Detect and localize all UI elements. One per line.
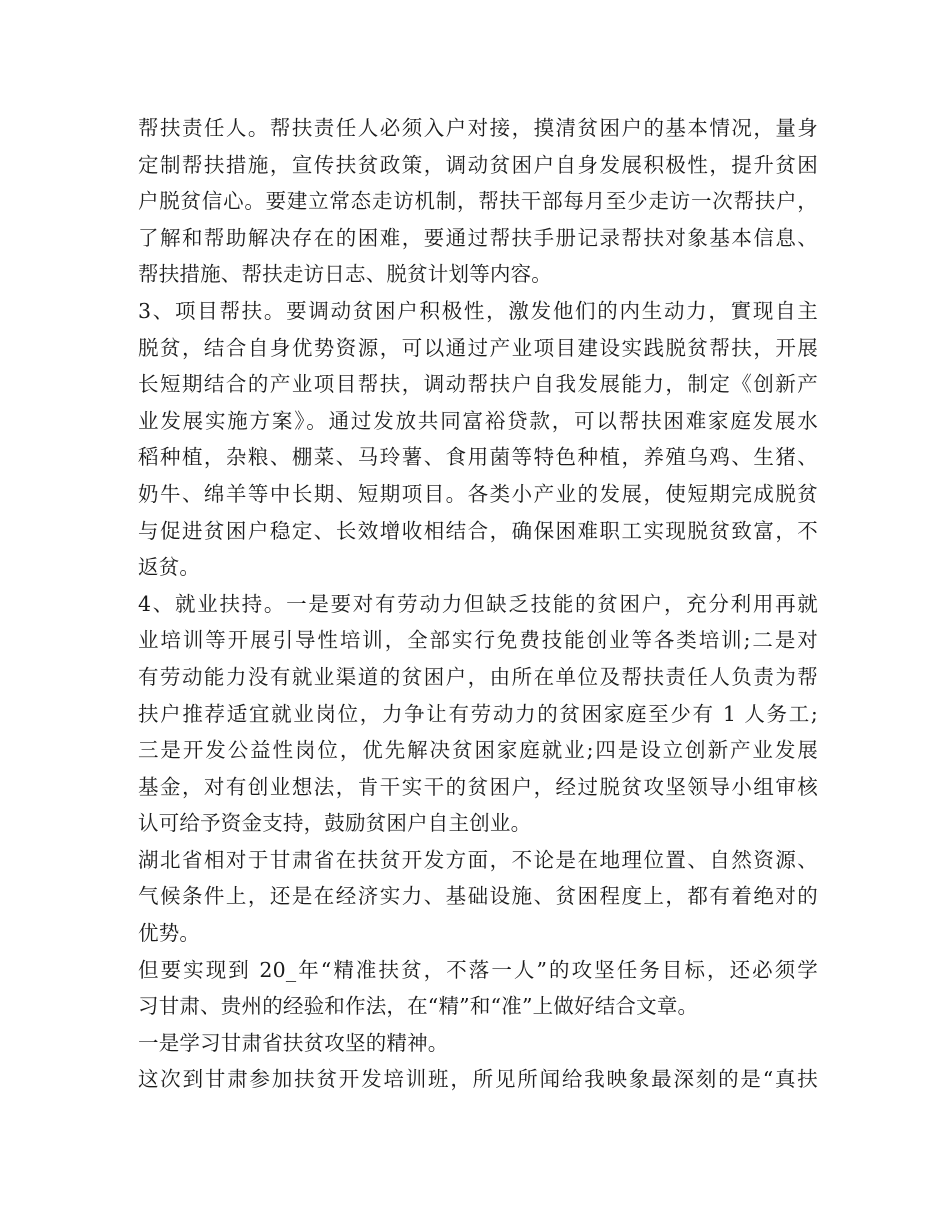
text-line: 三是开发公益性岗位，优先解决贫困家庭就业;四是设立创新产业发展 [138,738,818,763]
text-line: 定制帮扶措施，宣传扶贫政策，调动贫困户自身发展积极性，提升贫困 [138,152,818,177]
text-line: 稻种植，杂粮、棚菜、马玲薯、食用菌等特色种植，养殖乌鸡、生猪、 [138,445,818,470]
text-line: 认可给予资金支持，鼓励贫困户自主创业。 [138,811,532,836]
text-line: 气候条件上，还是在经济实力、基础设施、贫困程度上，都有着绝对的 [138,884,818,909]
text-line: 湖北省相对于甘肃省在扶贫开发方面，不论是在地理位置、自然资源、 [138,847,818,872]
text-line: 业发展实施方案》。通过发放共同富裕贷款，可以帮扶困难家庭发展水 [138,408,818,433]
text-line: 这次到甘肃参加扶贫开发培训班，所见所闻给我映象最深刻的是“真扶 [138,1067,818,1092]
text-line: 帮扶措施、帮扶走访日志、脱贫计划等内容。 [138,262,552,287]
text-line: 扶户推荐适宜就业岗位，力争让有劳动力的贫困家庭至少有 1 人务工; [138,701,818,726]
text-line: 基金，对有创业想法，肯干实干的贫困户，经过脱贫攻坚领导小组审核 [138,774,818,799]
document-body [138,110,818,1098]
text-line: 一是学习甘肃省扶贫攻坚的精神。 [138,1030,449,1055]
text-line: 但要实现到 20_年“精准扶贫，不落一人”的攻坚任务目标，还必须学 [138,957,818,982]
text-line: 4、就业扶持。一是要对有劳动力但缺乏技能的贫困户，充分利用再就 [138,591,818,616]
text-line: 优势。 [138,921,201,946]
text-line: 户脱贫信心。要建立常态走访机制，帮扶干部每月至少走访一次帮扶户， [138,189,818,214]
text-line: 有劳动能力没有就业渠道的贫困户，由所在单位及帮扶责任人负责为帮 [138,664,818,689]
text-line: 脱贫，结合自身优势资源，可以通过产业项目建设实践脱贫帮扶，开展 [138,335,818,360]
text-line: 帮扶责任人。帮扶责任人必须入户对接，摸清贫困户的基本情况，量身 [138,116,818,140]
text-line: 奶牛、绵羊等中长期、短期项目。各类小产业的发展，使短期完成脱贫 [138,481,818,506]
text-line: 业培训等开展引导性培训，全部实行免费技能创业等各类培训;二是对 [138,628,818,653]
text-line: 长短期结合的产业项目帮扶，调动帮扶户自我发展能力，制定《创新产 [138,372,818,397]
text-line: 了解和帮助解决存在的困难，要通过帮扶手册记录帮扶对象基本信息、 [138,225,818,250]
text-line: 3、项目帮扶。要调动贫困户积极性，激发他们的内生动力，實现自主 [138,298,818,323]
text-line: 返贫。 [138,555,201,580]
text-line: 习甘肃、贵州的经验和作法，在“精”和“准”上做好结合文章。 [138,994,699,1019]
text-line: 与促进贫困户稳定、长效增收相结合，确保困难职工实现脱贫致富，不 [138,518,818,543]
